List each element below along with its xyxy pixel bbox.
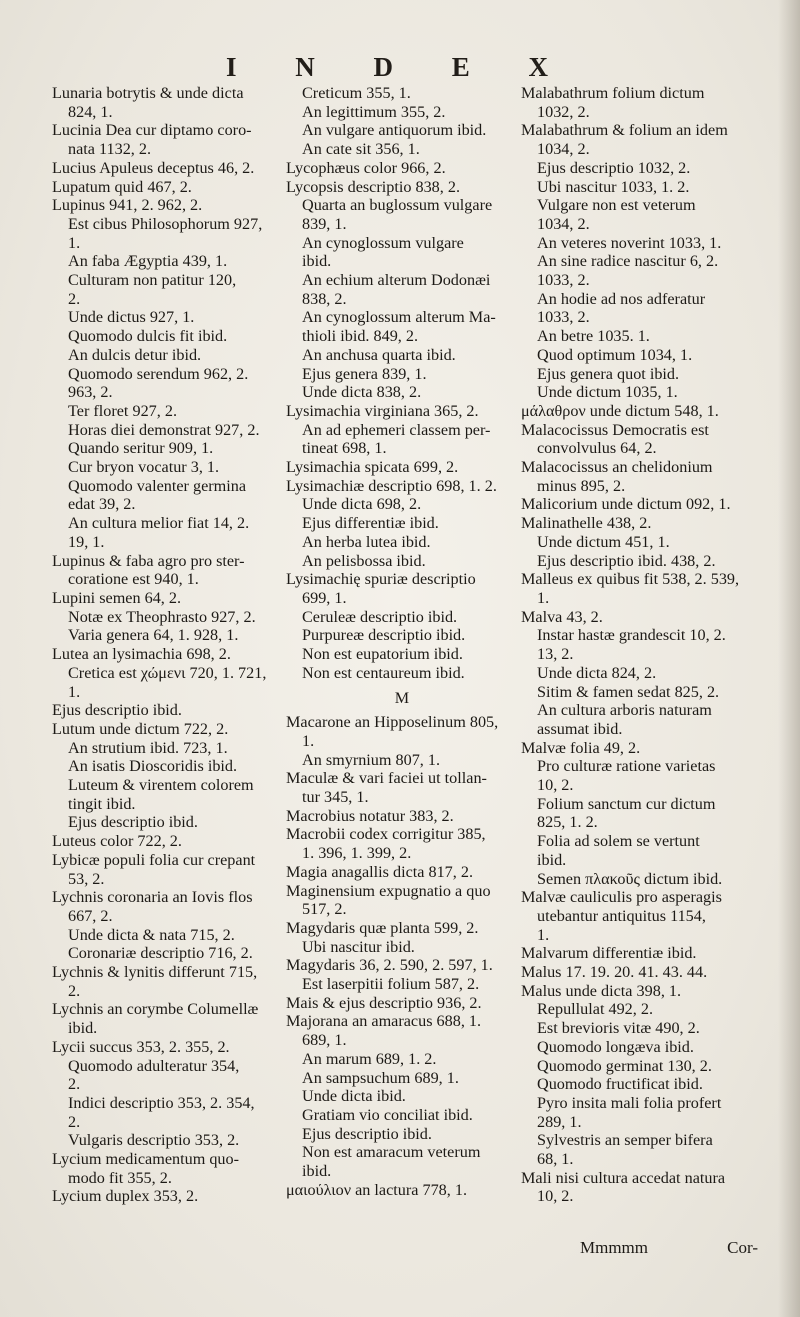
index-entry: Lychnis & lynitis differunt 715, <box>52 963 258 982</box>
index-entry: Lysimachia virginiana 365, 2. <box>286 401 479 420</box>
index-entry: Ubi nascitur ibid. <box>302 937 415 956</box>
index-entry: Indici descriptio 353, 2. 354, <box>68 1093 255 1112</box>
page-header: I N D E X <box>225 52 574 82</box>
index-entry: Lupini semen 64, 2. <box>52 588 182 607</box>
index-entry: 1. <box>68 233 81 252</box>
index-entry: 839, 1. <box>302 214 347 233</box>
index-entry: μαιούλιον an lactura 778, 1. <box>286 1180 468 1199</box>
index-entry: Ejus descriptio ibid. <box>52 701 182 720</box>
index-entry: 10, 2. <box>537 1187 574 1206</box>
index-entry: Quod optimum 1034, 1. <box>537 345 693 364</box>
index-entry: Unde dicta & nata 715, 2. <box>68 925 235 944</box>
index-entry: Quomodo valenter germina <box>68 476 247 495</box>
index-entry: An cate sit 356, 1. <box>302 140 420 159</box>
index-entry: Malabathrum folium dictum <box>521 84 705 102</box>
index-entry: μάλαθρον unde dictum 548, 1. <box>521 401 719 420</box>
index-entry: Lysimachię spuriæ descriptio <box>286 570 476 589</box>
index-entry: Macarone an Hipposelinum 805, <box>286 713 499 732</box>
index-entry: Ter floret 927, 2. <box>68 401 177 420</box>
index-entry: 1. <box>302 731 315 750</box>
index-entry: Quomodo dulcis fit ibid. <box>68 327 228 346</box>
index-entry: Unde dicta 698, 2. <box>302 495 422 514</box>
index-entry: Lycium duplex 353, 2. <box>52 1187 199 1206</box>
index-entry: An sampsuchum 689, 1. <box>302 1068 459 1087</box>
index-entry: 10, 2. <box>537 776 574 795</box>
index-entry: 2. <box>68 1075 81 1094</box>
index-entry: Malva 43, 2. <box>521 607 603 626</box>
index-entry: tur 345, 1. <box>302 788 369 807</box>
index-entry: An cynoglossum vulgare <box>302 233 464 252</box>
index-entry: Pyro insita mali folia profert <box>537 1093 722 1112</box>
index-entry: 2. <box>68 1112 81 1131</box>
index-entry: Unde dictus 927, 1. <box>68 308 195 327</box>
index-entry: Est laserpitii folium 587, 2. <box>302 975 480 994</box>
index-entry: coratione est 940, 1. <box>68 570 199 589</box>
index-entry: Maginensium expugnatio a quo <box>286 881 491 900</box>
index-entry: 19, 1. <box>68 532 105 551</box>
index-entry: An dulcis detur ibid. <box>68 345 202 364</box>
index-entry: 53, 2. <box>68 869 105 888</box>
index-entry: Malvarum differentiæ ibid. <box>521 944 697 963</box>
index-entry: An isatis Dioscoridis ibid. <box>68 757 238 776</box>
index-entry: Ejus genera quot ibid. <box>537 364 680 383</box>
index-entry: Non est centaureum ibid. <box>302 663 465 682</box>
index-entry: Lucinia Dea cur diptamo coro- <box>52 121 252 140</box>
index-entry: Quando seritur 909, 1. <box>68 439 214 458</box>
index-entry: ibid. <box>302 1162 332 1181</box>
index-entry: Malvæ cauliculis pro asperagis <box>521 888 722 907</box>
index-entry: utebantur antiquitus 1154, <box>537 906 706 925</box>
index-entry: Sylvestris an semper bifera <box>537 1131 713 1150</box>
index-entry: Ejus descriptio ibid. <box>68 813 198 832</box>
index-entry: Purpureæ descriptio ibid. <box>302 626 466 645</box>
index-entry: 1033, 2. <box>537 308 590 327</box>
index-entry: Quarta an buglossum vulgare <box>302 196 493 215</box>
index-entry: An betre 1035. 1. <box>537 327 650 346</box>
index-entry: An sine radice nascitur 6, 2. <box>537 252 719 271</box>
index-entry: ibid. <box>537 850 567 869</box>
index-entry: Creticum 355, 1. <box>302 84 411 102</box>
index-entry: Quomodo germinat 130, 2. <box>537 1056 712 1075</box>
index-entry: 2. <box>68 981 81 1000</box>
index-entry: Culturam non patitur 120, <box>68 271 237 290</box>
index-entry: Lycophæus color 966, 2. <box>286 158 446 177</box>
catchword: Cor- <box>727 1238 758 1257</box>
index-column-3 <box>521 84 757 1206</box>
index-entry: An smyrnium 807, 1. <box>302 750 441 769</box>
index-entry: Instar hastæ grandescit 10, 2. <box>537 626 726 645</box>
index-entry: Est cibus Philosophorum 927, <box>68 214 263 233</box>
index-entry: Unde dicta 838, 2. <box>302 383 422 402</box>
index-column-1 <box>52 84 294 1206</box>
index-entry: Magydaris quæ planta 599, 2. <box>286 918 479 937</box>
index-entry: Lutea an lysimachia 698, 2. <box>52 645 231 664</box>
index-entry: Folia ad solem se vertunt <box>537 832 700 851</box>
index-entry: Varia genera 64, 1. 928, 1. <box>68 626 239 645</box>
index-entry: Ejus descriptio ibid. <box>302 1124 432 1143</box>
index-entry: tingit ibid. <box>68 794 136 813</box>
index-entry: Majorana an amaracus 688, 1. <box>286 1012 482 1031</box>
index-entry: 699, 1. <box>302 588 347 607</box>
section-letter-heading: M <box>394 688 410 707</box>
index-entry: 963, 2. <box>68 383 113 402</box>
index-entry: Quomodo longæva ibid. <box>537 1037 694 1056</box>
index-entry: Quomodo serendum 962, 2. <box>68 364 249 383</box>
index-entry: Folium sanctum cur dictum <box>537 794 716 813</box>
page-edge-shadow <box>778 0 800 1317</box>
index-entry: 667, 2. <box>68 906 113 925</box>
index-entry: Malacocissus an chelidonium <box>521 458 713 477</box>
index-entry: An cynoglossum alterum Ma- <box>302 308 496 327</box>
index-entry: An veteres noverint 1033, 1. <box>537 233 722 252</box>
index-entry: An faba Ægyptia 439, 1. <box>68 252 228 271</box>
index-entry: An herba lutea ibid. <box>302 532 431 551</box>
index-entry: assumat ibid. <box>537 719 623 738</box>
signature-mark: Mmmmm <box>580 1238 649 1257</box>
index-entry: 2. <box>68 289 81 308</box>
index-entry: Quomodo adulteratur 354, <box>68 1056 240 1075</box>
index-entry: 517, 2. <box>302 900 347 919</box>
index-entry: Vulgaris descriptio 353, 2. <box>68 1131 240 1150</box>
index-column-2 <box>286 84 518 1199</box>
index-entry: 1034, 2. <box>537 214 590 233</box>
index-entry: Non est amaracum veterum <box>302 1143 481 1162</box>
index-entry: Luteus color 722, 2. <box>52 832 182 851</box>
index-entry: ibid. <box>302 252 332 271</box>
page-footer <box>580 1238 758 1258</box>
index-entry: Macrobii codex corrigitur 385, <box>286 825 486 844</box>
index-entry: Unde dicta 824, 2. <box>537 663 657 682</box>
index-entry: Unde dicta ibid. <box>302 1087 406 1106</box>
index-entry: Repullulat 492, 2. <box>537 1000 653 1019</box>
index-entry: 1032, 2. <box>537 102 590 121</box>
index-entry: An marum 689, 1. 2. <box>302 1049 437 1068</box>
index-entry: Ejus differentiæ ibid. <box>302 514 439 533</box>
index-entry: Ejus descriptio 1032, 2. <box>537 158 691 177</box>
index-entry: Lupinus & faba agro pro ster- <box>52 551 245 570</box>
index-entry: 838, 2. <box>302 289 347 308</box>
index-entry: Est brevioris vitæ 490, 2. <box>537 1019 700 1038</box>
index-entry: Mali nisi cultura accedat natura <box>521 1168 726 1187</box>
index-entry: Notæ ex Theophrasto 927, 2. <box>68 607 256 626</box>
index-entry: Cur bryon vocatur 3, 1. <box>68 458 220 477</box>
index-entry: An pelisbossa ibid. <box>302 551 426 570</box>
index-entry: ibid. <box>68 1019 98 1038</box>
index-entry: 824, 1. <box>68 102 113 121</box>
index-entry: minus 895, 2. <box>537 476 626 495</box>
index-entry: Malus 17. 19. 20. 41. 43. 44. <box>521 963 708 982</box>
index-entry: 1034, 2. <box>537 140 590 159</box>
index-entry: 1. <box>537 588 550 607</box>
index-entry: Lybicæ populi folia cur crepant <box>52 850 256 869</box>
index-entry: Ubi nascitur 1033, 1. 2. <box>537 177 690 196</box>
index-entry: Malacocissus Democratis est <box>521 420 709 439</box>
index-entry: Lysimachia spicata 699, 2. <box>286 458 459 477</box>
index-entry: Malinathelle 438, 2. <box>521 514 652 533</box>
index-entry: An echium alterum Dodonæi <box>302 271 491 290</box>
index-entry: Maculæ & vari faciei ut tollan- <box>286 769 487 788</box>
index-entry: Malus unde dicta 398, 1. <box>521 981 682 1000</box>
index-entry: modo fit 355, 2. <box>68 1168 172 1187</box>
index-entry: Horas diei demonstrat 927, 2. <box>68 420 260 439</box>
index-entry: An ad ephemeri classem per- <box>302 420 491 439</box>
index-entry: Lycopsis descriptio 838, 2. <box>286 177 460 196</box>
index-entry: Lupinus 941, 2. 962, 2. <box>52 196 203 215</box>
index-entry: Unde dictum 451, 1. <box>537 532 670 551</box>
index-entry: Macrobius notatur 383, 2. <box>286 806 454 825</box>
index-entry: 13, 2. <box>537 645 574 664</box>
index-entry: Coronariæ descriptio 716, 2. <box>68 944 253 963</box>
index-entry: Lupatum quid 467, 2. <box>52 177 192 196</box>
index-entry: 1033, 2. <box>537 271 590 290</box>
index-entry: Lychnis coronaria an Iovis flos <box>52 888 253 907</box>
index-entry: Lycium medicamentum quo- <box>52 1150 240 1169</box>
index-entry: An hodie ad nos adferatur <box>537 289 706 308</box>
index-entry: Lunaria botrytis & unde dicta <box>52 84 244 102</box>
index-entry: Sitim & famen sedat 825, 2. <box>537 682 720 701</box>
index-entry: Ejus genera 839, 1. <box>302 364 427 383</box>
index-entry: tineat 698, 1. <box>302 439 387 458</box>
index-entry: Cretica est χώμενι 720, 1. 721, <box>68 663 267 682</box>
index-entry: An cultura melior fiat 14, 2. <box>68 514 250 533</box>
index-entry: Malvæ folia 49, 2. <box>521 738 641 757</box>
index-entry: Lucius Apuleus deceptus 46, 2. <box>52 158 255 177</box>
index-entry: Lutum unde dictum 722, 2. <box>52 719 229 738</box>
index-entry: 68, 1. <box>537 1150 574 1169</box>
index-entry: An strutium ibid. 723, 1. <box>68 738 228 757</box>
index-entry: Vulgare non est veterum <box>537 196 696 215</box>
index-entry: Semen πλακοῦς dictum ibid. <box>537 869 723 888</box>
index-entry: Magia anagallis dicta 817, 2. <box>286 862 474 881</box>
index-entry: Malicorium unde dictum 092, 1. <box>521 495 731 514</box>
index-entry: Lysimachiæ descriptio 698, 1. 2. <box>286 476 497 495</box>
index-entry: Malleus ex quibus fit 538, 2. 539, <box>521 570 740 589</box>
index-entry: edat 39, 2. <box>68 495 136 514</box>
index-entry: Unde dictum 1035, 1. <box>537 383 678 402</box>
index-entry: Luteum & virentem colorem <box>68 776 254 795</box>
index-entry: An cultura arboris naturam <box>537 701 712 720</box>
index-entry: Lychnis an corymbe Columellæ <box>52 1000 259 1019</box>
index-entry: convolvulus 64, 2. <box>537 439 657 458</box>
index-entry: 825, 1. 2. <box>537 813 598 832</box>
index-entry: An legittimum 355, 2. <box>302 102 446 121</box>
index-entry: thioli ibid. 849, 2. <box>302 327 419 346</box>
index-entry: 289, 1. <box>537 1112 582 1131</box>
index-entry: Ceruleæ descriptio ibid. <box>302 607 458 626</box>
index-entry: Malabathrum & folium an idem <box>521 121 728 140</box>
index-entry: Non est eupatorium ibid. <box>302 645 463 664</box>
index-entry: Ejus descriptio ibid. 438, 2. <box>537 551 716 570</box>
index-entry: Lycii succus 353, 2. 355, 2. <box>52 1037 230 1056</box>
index-entry: Quomodo fructificat ibid. <box>537 1075 703 1094</box>
index-entry: Gratiam vio conciliat ibid. <box>302 1105 473 1124</box>
index-entry: 1. <box>68 682 81 701</box>
index-entry: Pro culturæ ratione varietas <box>537 757 716 776</box>
index-entry: Mais & ejus descriptio 936, 2. <box>286 993 482 1012</box>
index-entry: 1. 396, 1. 399, 2. <box>302 844 412 863</box>
index-entry: An vulgare antiquorum ibid. <box>302 121 487 140</box>
index-entry: 1. <box>537 925 550 944</box>
index-entry: An anchusa quarta ibid. <box>302 345 456 364</box>
index-entry: Magydaris 36, 2. 590, 2. 597, 1. <box>286 956 493 975</box>
index-entry: 689, 1. <box>302 1031 347 1050</box>
index-entry: nata 1132, 2. <box>68 140 152 159</box>
